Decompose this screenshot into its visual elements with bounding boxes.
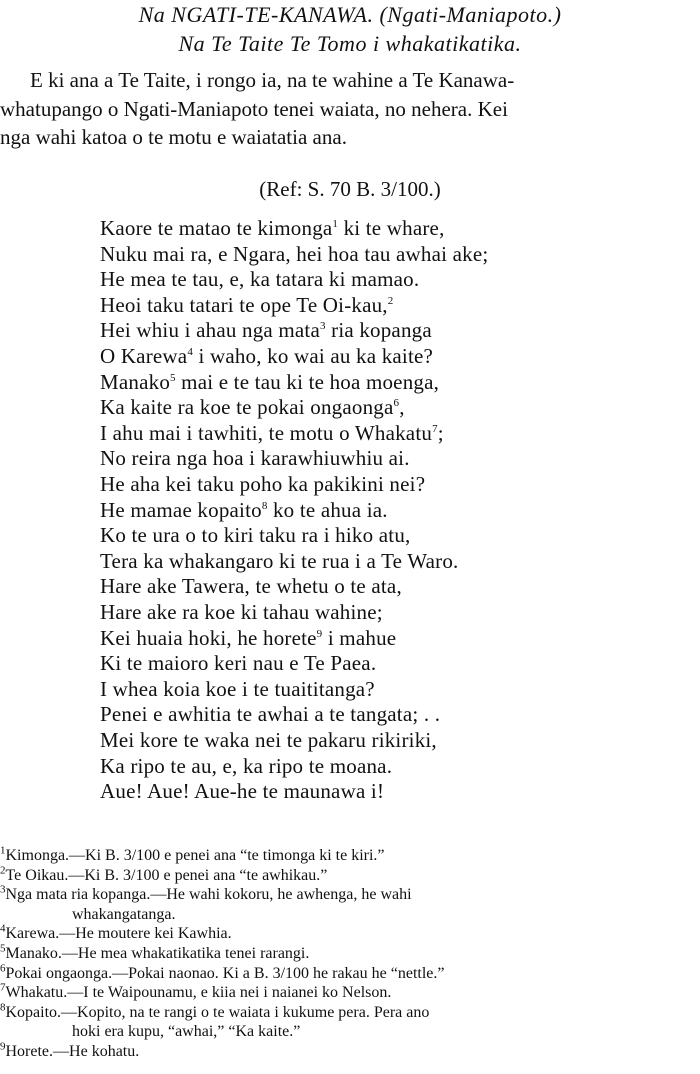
footnote [0,883,412,904]
poem-line-tail: , [399,395,405,420]
footnote-number: 2 [0,864,6,877]
footnote-text: Karewa.—He moutere kei Kawhia. [5,925,232,943]
poem-line [100,549,458,574]
footnote-number: 7 [0,981,6,994]
intro-line: nga wahi katoa o te motu e waiatatia ana. [0,125,347,149]
footnote-marker: 5 [170,371,176,384]
footnote-text: Pokai ongaonga.—Pokai naonao. Ki a B. 3/100 he rakau he “nettle.” [5,964,445,982]
poem-line [100,754,392,779]
poem-line-text: Ka ripo te au, e, ka ripo te moana. [100,753,393,778]
poem-line [100,779,384,804]
footnote-marker: 3 [319,320,326,333]
footnote-text: Nga mata ria kopanga.—He wahi kokoru, he awhenga, he wahi [5,886,412,904]
poem-line-text: Manako [100,369,171,394]
footnote-marker: 2 [387,294,394,307]
poem-line-tail: ko te ahua ia. [267,497,388,522]
song-subtitle: Na Te Taite Te Tomo i whakatikatika. [178,31,522,56]
poem-line [100,728,437,753]
poem-line [100,574,402,599]
poem-line [100,370,439,395]
footnote-number: 8 [0,1001,6,1014]
poem-line [100,267,419,292]
footnote-text: Manako.—He mea whakatikatika tenei rarangi. [5,945,310,962]
poem-line-text: Mei kore te waka nei te pakaru rikiriki, [100,728,437,752]
poem-line-text: Ki te maioro keri nau e Te Paea. [100,651,377,676]
poem-line-text: Penei e awhitia te awhai a te tangata; . . [100,702,441,727]
footnote-marker: 4 [187,346,194,358]
footnote-number: 5 [0,942,6,955]
poem-line-tail: mai e te tau ki te hoa moenga, [175,369,440,394]
footnote-number: 9 [0,1040,6,1053]
poem-line [100,677,375,702]
poem-line-text: O Karewa [100,344,188,368]
poem-line-text: Hei whiu i ahau nga mata [100,318,320,343]
poem-line-tail: ria kopanga [325,318,432,343]
poem-line [100,293,393,318]
poem-line [100,626,396,651]
footnote-number: 6 [0,962,6,975]
footnote-continuation: whakangatanga. [72,905,176,923]
poem-line-text: Kei huaia hoki, he horete [100,625,317,650]
footnote-text: Kimonga.—Ki B. 3/100 e penei ana “te timonga ki te kiri.” [5,847,385,864]
poem-line [100,242,488,267]
footnote-number: 3 [0,883,6,896]
poem-line [100,344,433,369]
footnote [0,844,385,865]
footnote-text: Horete.—He kohatu. [5,1043,140,1060]
poem-line [100,523,410,548]
footnote-marker: 8 [261,499,268,512]
footnote-text: Te Oikau.—Ki B. 3/100 e penei ana “te awhikau.” [5,866,328,884]
footnote [0,981,392,1002]
poem-line [100,600,383,625]
poem-line-text: I ahu mai i tawhiti, te motu o Whakatu [100,420,433,445]
footnote [0,925,232,943]
poem-line [100,421,444,446]
poem-line-tail: ; [437,420,444,445]
poem-line [100,651,376,676]
footnote-text: Kopaito.—Kopito, na te rangi o te waiata i kukume pera. Pera ano [5,1003,430,1021]
poem-line-text: He mea te tau, e, ka tatara ki mamao. [100,267,420,292]
poem-line-text: Heoi taku tatari te ope Te Oi-kau, [100,292,388,317]
footnote-number: 1 [0,844,6,857]
poem-line-text: Tera ka whakangaro ki te rua i a Te Waro. [100,548,459,573]
footnote [0,1040,140,1061]
reference-note: (Ref: S. 70 B. 3/100.) [259,177,441,201]
poem-line-tail: i mahue [322,625,397,650]
footnote [0,942,310,963]
poem-line-text: He mamae kopaito [100,497,262,522]
footnote [0,1001,430,1022]
poem-line-text: Ko te ura o to kiri taku ra i hiko atu, [100,523,411,548]
poem-line-text: Hare ake ra koe ki tahau wahine; [100,600,383,624]
poem-line [100,395,405,420]
poem-line-text: No reira nga hoa i karawhiuwhiu ai. [100,446,410,471]
poem-line-tail: ki te whare, [338,216,445,240]
footnote-marker: 9 [316,627,323,640]
poem-line-tail: i waho, ko wai au ka kaite? [193,344,434,368]
intro-line: E ki ana a Te Taite, i rongo ia, na te wahine a Te Kanawa- [30,68,515,92]
poem-line-text: Ka kaite ra koe te pokai ongaonga [100,395,394,420]
footnote-continuation: hoki era kupu, “awhai,” “Ka kaite.” [72,1023,301,1041]
song-title: Na NGATI-TE-KANAWA. (Ngati-Maniapoto.) [138,2,562,27]
poem-line [100,318,432,343]
poem-line [100,216,445,241]
poem-line [100,472,425,497]
intro-line: whatupango o Ngati-Maniapoto tenei waiata, no nehera. Kei [0,97,508,121]
poem-line [100,498,388,523]
poem-line-text: Hare ake Tawera, te whetu o te ata, [100,574,402,599]
footnote-marker: 6 [393,397,400,410]
footnote-marker: 7 [432,422,438,435]
poem-line-text: I whea koia koe i te tuaititanga? [100,676,375,701]
footnote-marker: 1 [332,218,339,230]
footnote-number: 4 [0,923,6,936]
poem-line [100,446,410,471]
poem-line-text: He aha kei taku poho ka pakikini nei? [100,472,426,496]
poem-line [100,702,440,727]
poem-line-text: Nuku mai ra, e Ngara, hei hoa tau awhai ake; [100,241,489,266]
footnote [0,864,328,885]
footnote-text: Whakatu.—I te Waipounamu, e kiia nei i naianei ko Nelson. [5,984,392,1002]
footnote [0,962,445,983]
poem-line-text: Kaore te matao te kimonga [100,216,333,240]
poem-line-text: Aue! Aue! Aue-he te maunawa i! [100,779,385,804]
